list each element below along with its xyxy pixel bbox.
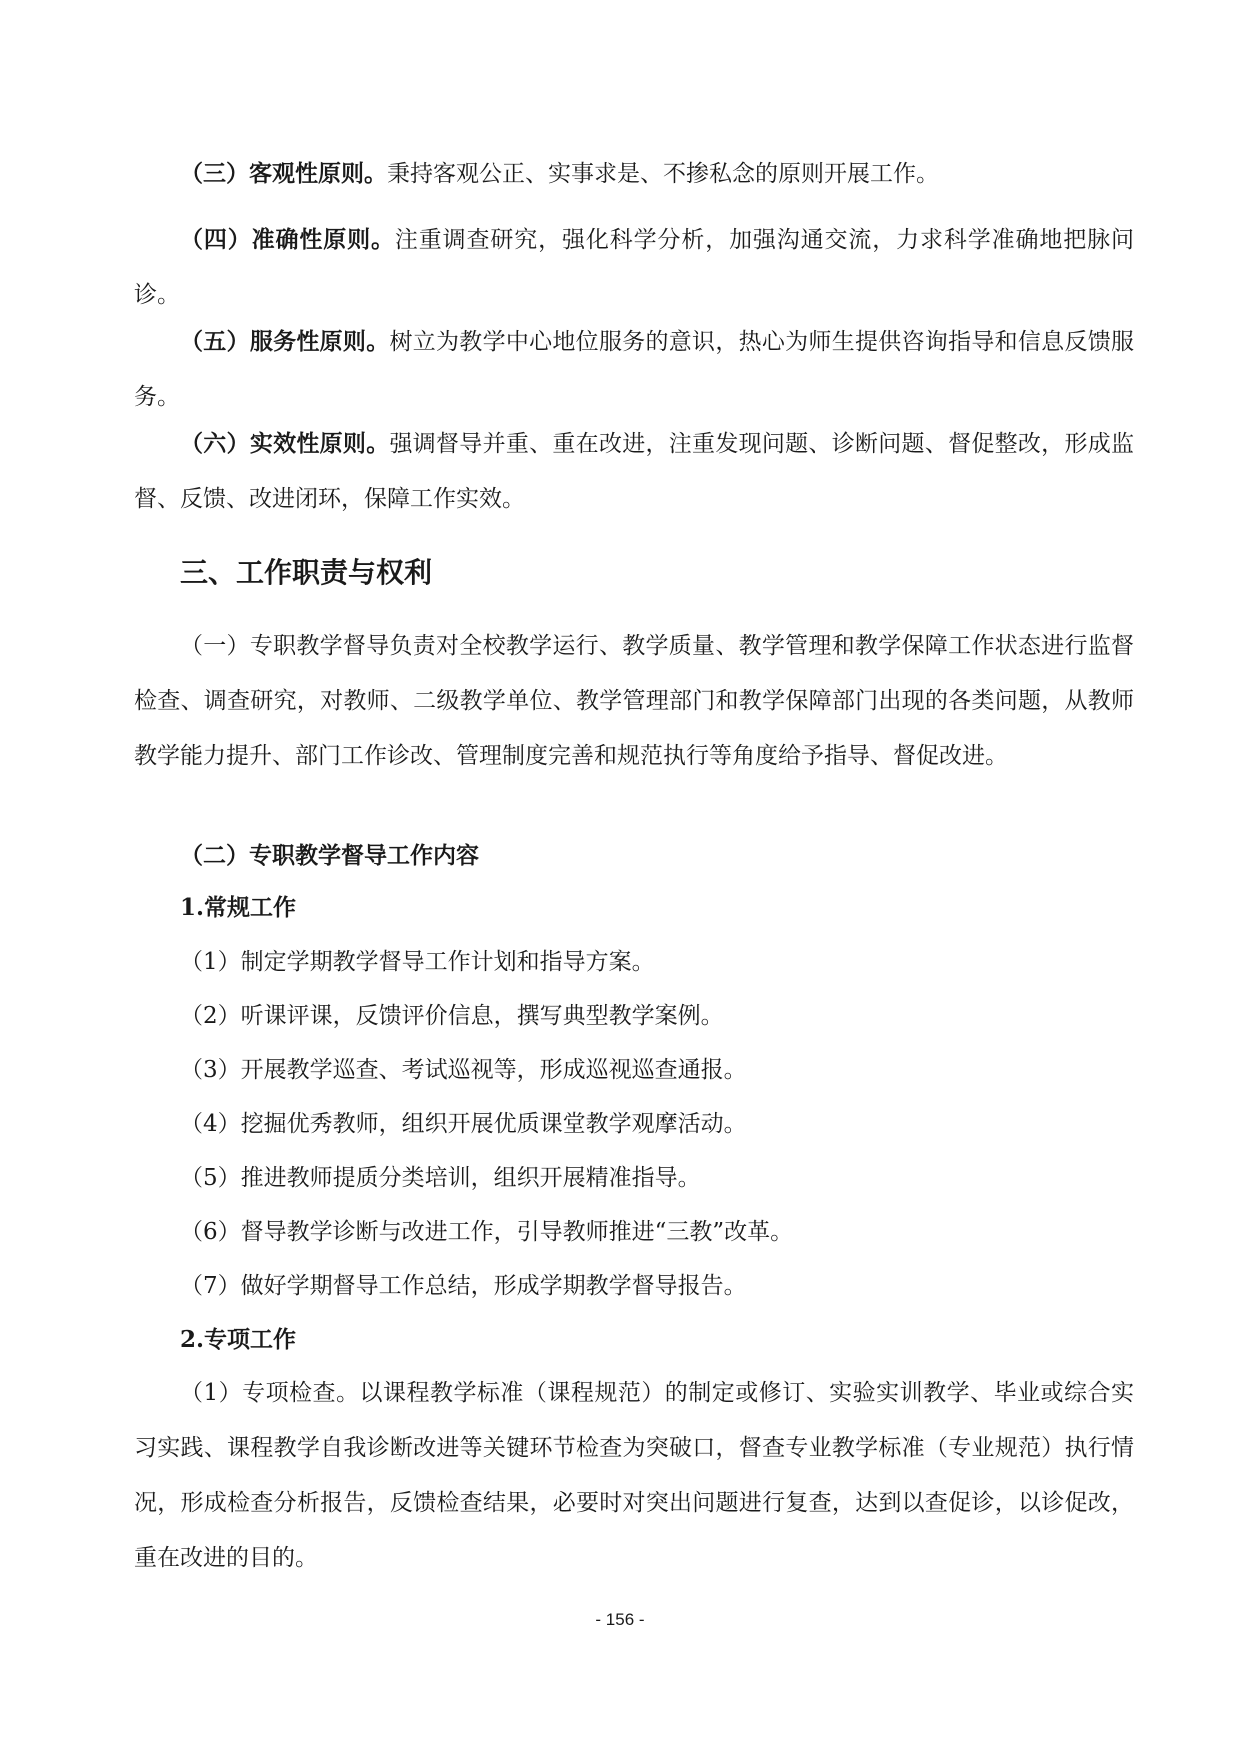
routine-item: （6）督导教学诊断与改进工作，引导教师推进“三教”改革。 [180, 1219, 794, 1245]
principle-text: 秉持客观公正、实事求是、不掺私念的原则开展工作。 [387, 161, 939, 187]
subsection-title: （二）专职教学督导工作内容 [180, 842, 479, 869]
principle-text: 注重调查研究，强化科学分析，加强沟通交流，力求科学准确地把脉问诊。 [134, 227, 1135, 308]
principle-text: 树立为教学中心地位服务的意识，热心为师生提供咨询指导和信息反馈服务。 [134, 329, 1135, 410]
principle-text: 强调督导并重、重在改进，注重发现问题、诊断问题、督促整改，形成监督、反馈、改进闭环，保障工作实效。 [134, 431, 1135, 512]
principle-effectiveness [134, 416, 1134, 527]
routine-item: （2）听课评课，反馈评价信息，撰写典型教学案例。 [180, 1003, 724, 1029]
routine-item: （5）推进教师提质分类培训，组织开展精准指导。 [180, 1165, 701, 1191]
principle-accuracy [134, 212, 1134, 323]
routine-item: （3）开展教学巡查、考试巡视等，形成巡视巡查通报。 [180, 1057, 747, 1083]
principle-title: （五）服务性原则。 [180, 328, 390, 355]
page-number: - 156 - [595, 1610, 645, 1629]
principle-title: （三）客观性原则。 [180, 160, 387, 187]
principle-objectivity [134, 146, 1134, 202]
principle-title: （六）实效性原则。 [180, 430, 390, 457]
routine-item: （1）制定学期教学督导工作计划和指导方案。 [180, 949, 655, 975]
responsibility-paragraph: （一）专职教学督导负责对全校教学运行、教学质量、教学管理和教学保障工作状态进行监督检查、调查研究，对教师、二级教学单位、教学管理部门和教学保障部门出现的各类问题，从教师教学能力提升、部门工作诊改、管理制度完善和规范执行等角度给予指导、督促改进。 [134, 633, 1134, 769]
principle-title: （四）准确性原则。 [180, 226, 395, 253]
special-work-title: 2.专项工作 [180, 1326, 297, 1353]
routine-item: （4）挖掘优秀教师，组织开展优质课堂教学观摩活动。 [180, 1111, 747, 1137]
principle-service [134, 314, 1134, 425]
routine-item: （7）做好学期督导工作总结，形成学期教学督导报告。 [180, 1273, 747, 1299]
special-work-paragraph: （1）专项检查。以课程教学标准（课程规范）的制定或修订、实验实训教学、毕业或综合实习实践、课程教学自我诊断改进等关键环节检查为突破口，督查专业教学标准（专业规范）执行情况，形成检查分析报告，反馈检查结果，必要时对突出问题进行复查，达到以查促诊，以诊促改，重在改进的目的。 [134, 1380, 1134, 1571]
routine-work-title: 1.常规工作 [180, 894, 297, 921]
section-heading: 三、工作职责与权利 [180, 556, 433, 589]
